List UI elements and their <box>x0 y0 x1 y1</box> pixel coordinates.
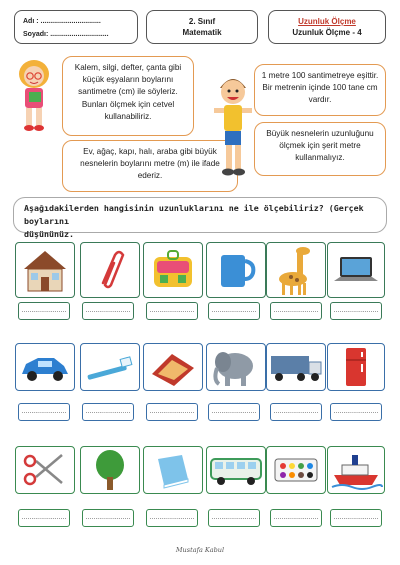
answer-field[interactable]: ....................... <box>208 302 260 320</box>
answer-field[interactable]: ....................... <box>330 302 382 320</box>
picture-cell-ship <box>327 446 385 494</box>
picture-cell-refrigerator <box>327 343 385 391</box>
girl-speech-bubble-top: Kalem, silgi, defter, çanta gibi küçük eşyaların boylarını santimetre (cm) ile söyleriz. Bunları ölçmek için cetvel kullanabiliriz. <box>62 56 194 136</box>
book-icon <box>144 447 202 493</box>
answer-field[interactable]: ....................... <box>270 509 322 527</box>
picture-cell-mug <box>206 242 266 298</box>
answer-field[interactable]: ....................... <box>82 302 134 320</box>
answer-field[interactable]: ....................... <box>82 509 134 527</box>
answer-field[interactable]: ....................... <box>270 302 322 320</box>
scissors-icon <box>16 447 74 493</box>
giraffe-icon <box>267 243 325 297</box>
picture-cell-car <box>15 343 75 391</box>
picture-cell-toothbrush <box>80 343 140 391</box>
picture-cell-scissors <box>15 446 75 494</box>
picture-cell-giraffe <box>266 242 326 298</box>
car-icon <box>16 344 74 390</box>
answer-field[interactable]: ....................... <box>270 403 322 421</box>
grade-label: 2. Sınıf <box>188 17 216 26</box>
answer-field[interactable]: ....................... <box>146 302 198 320</box>
topic-title: Uzunluk Ölçme <box>298 17 356 26</box>
picture-cell-tree <box>80 446 140 494</box>
answer-field[interactable]: ....................... <box>330 403 382 421</box>
picture-cell-truck <box>266 343 326 391</box>
mug-icon <box>207 243 265 297</box>
picture-cell-schoolbag <box>143 242 203 298</box>
topic-subtitle: Uzunluk Ölçme - 4 <box>292 28 362 37</box>
task-instruction <box>13 197 387 239</box>
tree-icon <box>81 447 139 493</box>
subject-label: Matematik <box>182 28 222 37</box>
picture-cell-elephant <box>206 343 266 391</box>
picture-cell-book <box>143 446 203 494</box>
answer-field[interactable]: ....................... <box>18 509 70 527</box>
picture-cell-rug <box>143 343 203 391</box>
refrigerator-icon <box>328 344 384 390</box>
boy-speech-bubble-top: 1 metre 100 santimetreye eşittir. Bir metrenin içinde 100 tane cm vardır. <box>254 64 386 116</box>
ship-icon <box>328 447 384 493</box>
house-icon <box>16 243 74 297</box>
answer-field[interactable]: ....................... <box>18 403 70 421</box>
truck-icon <box>267 344 325 390</box>
student-info-box <box>14 10 138 44</box>
surname-field[interactable]: Soyadı: .............................. <box>23 31 109 38</box>
answer-field[interactable]: ....................... <box>82 403 134 421</box>
laptop-icon <box>328 243 384 297</box>
picture-cell-laptop <box>327 242 385 298</box>
picture-cell-paint-palette <box>266 446 326 494</box>
answer-field[interactable]: ....................... <box>330 509 382 527</box>
topic-box <box>268 10 386 44</box>
author-signature: Mustafa Kabul <box>175 546 225 554</box>
picture-cell-paperclip <box>80 242 140 298</box>
schoolbag-icon <box>144 243 202 297</box>
bus-icon <box>207 447 265 493</box>
picture-cell-bus <box>206 446 266 494</box>
boy-speech-bubble-bottom: Büyük nesnelerin uzunluğunu ölçmek için şerit metre kullanmalıyız. <box>254 122 386 176</box>
girl-speech-bubble-bottom: Ev, ağaç, kapı, halı, araba gibi büyük nesnelerin boylarını metre (m) ile ifade ederiz. <box>62 140 238 192</box>
picture-cell-house <box>15 242 75 298</box>
answer-field[interactable]: ....................... <box>208 403 260 421</box>
task-line-1: Aşağıdakilerden hangisinin uzunluklarını ne ile ölçebiliriz? (Gerçek boylarını <box>24 203 364 226</box>
answer-field[interactable]: ....................... <box>18 302 70 320</box>
paint-palette-icon <box>267 447 325 493</box>
name-field[interactable]: Adı : ............................... <box>23 18 101 25</box>
elephant-icon <box>207 344 265 390</box>
answer-field[interactable]: ....................... <box>208 509 260 527</box>
answer-field[interactable]: ....................... <box>146 509 198 527</box>
rug-icon <box>144 344 202 390</box>
answer-field[interactable]: ....................... <box>146 403 198 421</box>
toothbrush-icon <box>81 344 139 390</box>
task-line-2: düşününüz. <box>24 229 74 239</box>
paperclip-icon <box>81 243 139 297</box>
boy-character-icon <box>210 72 256 182</box>
grade-box <box>146 10 258 44</box>
girl-character-icon <box>10 56 58 136</box>
